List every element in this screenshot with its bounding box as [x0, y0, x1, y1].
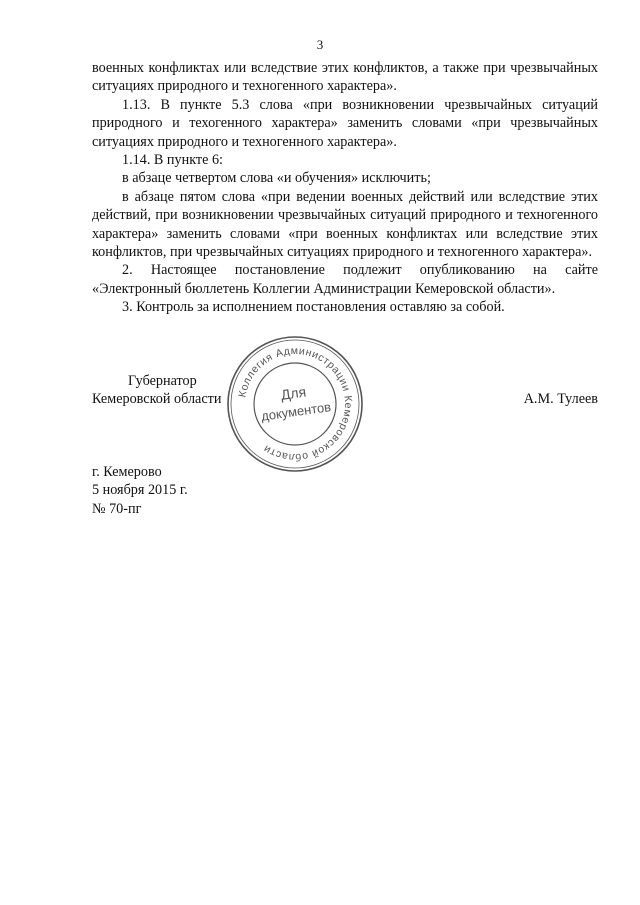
page-number: 3	[316, 37, 324, 52]
issue-date: 5 ноября 2015 г.	[92, 482, 188, 499]
official-stamp	[225, 334, 365, 474]
signatory-title	[92, 372, 221, 409]
stamp-ring-text: Коллегия Администрации Кемеровской области	[236, 344, 355, 464]
document-footer	[92, 463, 188, 518]
signatory-name: А.М. Тулеев	[523, 391, 598, 407]
stamp-seal-icon	[225, 334, 365, 474]
issue-city: г. Кемерово	[92, 464, 162, 480]
document-number: № 70-пг	[92, 500, 142, 517]
paragraph-abzac-5: в абзаце пятом слова «при ведении военных действий или вследствие этих действий, при возникновении чрезвычайных ситуаций природного и техногенного характера» заменить словами «при военных конфликтах или вследствие этих конфликтов, при чрезвычайных ситуациях природного и техногенного характера».	[92, 188, 598, 261]
stamp-center-line2: документов	[260, 399, 332, 424]
paragraph-2: 2. Настоящее постановление подлежит опубликованию на сайте «Электронный бюллетень Коллегии Администрации Кемеровской области».	[92, 262, 598, 297]
document-body	[92, 59, 598, 317]
paragraph-abzac-4: в абзаце четвертом слова «и обучения» исключить;	[122, 170, 431, 187]
paragraph-1: военных конфликтах или вследствие этих конфликтов, а также при чрезвычайных ситуациях природного и техногенного характера».	[92, 60, 598, 95]
signatory-title-line2: Кемеровской области	[92, 391, 222, 408]
stamp-center-line1: Для	[279, 383, 308, 403]
paragraph-3: 3. Контроль за исполнением постановления оставляю за собой.	[122, 299, 505, 316]
paragraph-1-13: 1.13. В пункте 5.3 слова «при возникновении чрезвычайных ситуаций природного и техогенного характера» заменить словами «при чрезвычайных ситуациях природного и техногенного характера».	[92, 96, 598, 150]
paragraph-1-14: 1.14. В пункте 6:	[122, 152, 223, 169]
signatory-title-line1: Губернатор	[128, 373, 197, 389]
